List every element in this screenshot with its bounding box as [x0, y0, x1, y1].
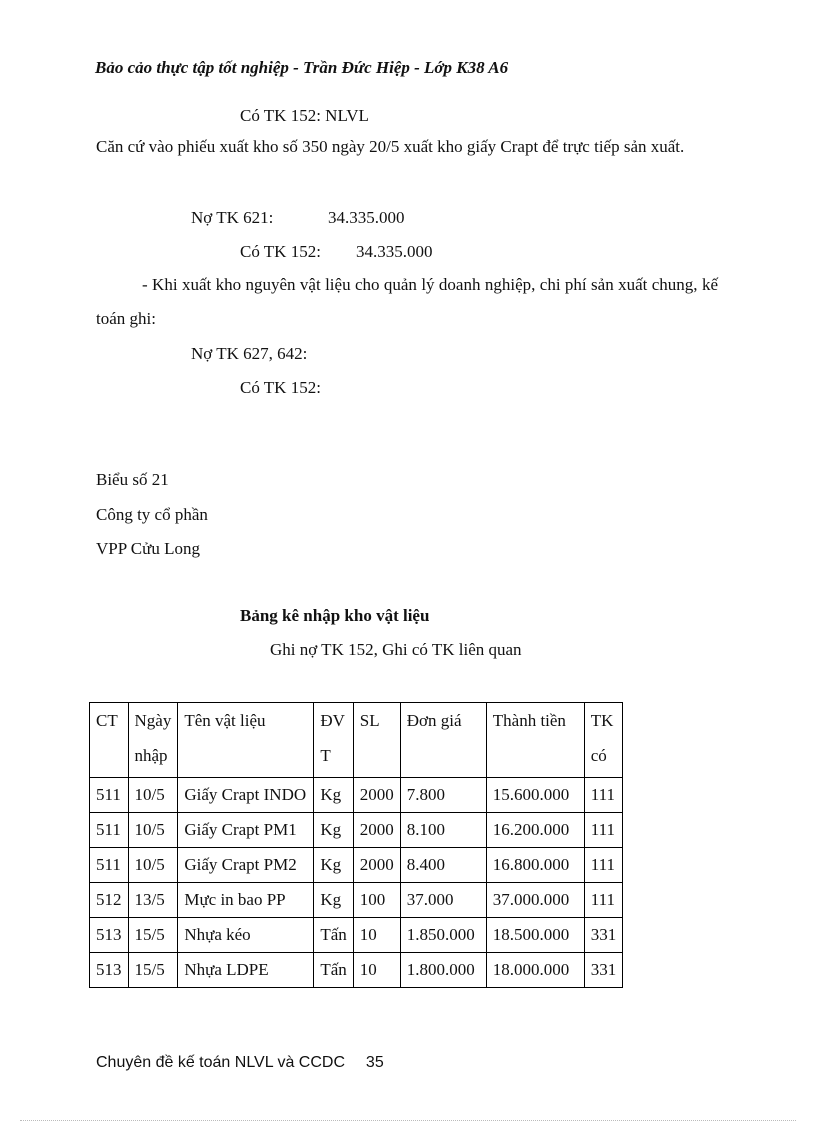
page-header: Bảo cảo thực tập tốt nghiệp - Trần Đức Hiệp - Lớp K38 A6: [95, 58, 509, 77]
form-number: Biểu số 21: [96, 470, 169, 489]
footer-text: Chuyên đề kế toán NLVL và CCDC: [96, 1054, 346, 1071]
company-line-2: VPP Cửu Long: [96, 539, 200, 558]
cell-date: 10/5: [128, 778, 178, 813]
paragraph-export-crapt: Căn cứ vào phiếu xuất kho số 350 ngày 20/5 xuất kho giấy Crapt để trực tiếp sản xuất.: [96, 137, 685, 156]
cell-amount: 16.200.000: [486, 813, 584, 848]
header-ct: CT: [90, 703, 129, 778]
page-bottom-divider: [20, 1120, 796, 1121]
cell-ct: 512: [90, 883, 129, 918]
cell-unit-price: 1.850.000: [400, 918, 486, 953]
table-header-row: [90, 703, 623, 778]
cell-account: 111: [584, 883, 623, 918]
header-dvt: ĐVT: [314, 703, 353, 778]
page-number: 35: [365, 1054, 384, 1071]
cell-account: 331: [584, 953, 623, 988]
cell-unit: Tấn: [314, 918, 353, 953]
cell-ct: 513: [90, 918, 129, 953]
cell-amount: 15.600.000: [486, 778, 584, 813]
table-row: [90, 778, 623, 813]
table-row: [90, 883, 623, 918]
credit-152-label: Có TK 152:: [240, 242, 321, 261]
cell-qty: 2000: [353, 848, 400, 883]
company-line-1: Công ty cổ phần: [96, 505, 208, 524]
cell-ct: 511: [90, 778, 129, 813]
cell-unit: Kg: [314, 778, 353, 813]
cell-ct: 511: [90, 848, 129, 883]
inventory-table: [89, 702, 623, 988]
cell-unit: Kg: [314, 883, 353, 918]
cell-account: 111: [584, 813, 623, 848]
cell-account: 331: [584, 918, 623, 953]
cell-material: Nhựa LDPE: [178, 953, 314, 988]
cell-date: 15/5: [128, 918, 178, 953]
table-subtitle: Ghi nợ TK 152, Ghi có TK liên quan: [270, 640, 522, 659]
cell-qty: 2000: [353, 813, 400, 848]
cell-material: Nhựa kéo: [178, 918, 314, 953]
cell-unit-price: 8.100: [400, 813, 486, 848]
credit-line-nlvl: Có TK 152: NLVL: [240, 106, 369, 125]
table-title: Bảng kê nhập kho vật liệu: [240, 606, 430, 625]
header-thanh-tien: Thành tiền: [486, 703, 584, 778]
cell-qty: 10: [353, 918, 400, 953]
cell-account: 111: [584, 848, 623, 883]
cell-unit: Kg: [314, 848, 353, 883]
cell-qty: 100: [353, 883, 400, 918]
header-don-gia: Đơn giá: [400, 703, 486, 778]
cell-material: Mực in bao PP: [178, 883, 314, 918]
cell-ct: 511: [90, 813, 129, 848]
debit-627-642-label: Nợ TK 627, 642:: [191, 344, 308, 363]
cell-date: 13/5: [128, 883, 178, 918]
cell-unit-price: 1.800.000: [400, 953, 486, 988]
header-tk-co: TK có: [584, 703, 623, 778]
cell-date: 10/5: [128, 813, 178, 848]
cell-material: Giấy Crapt PM1: [178, 813, 314, 848]
credit-152-label-2: Có TK 152:: [240, 378, 321, 397]
debit-621-label: Nợ TK 621:: [191, 208, 274, 227]
cell-account: 111: [584, 778, 623, 813]
credit-152-value: 34.335.000: [356, 242, 433, 261]
page-footer: [96, 1054, 384, 1072]
cell-qty: 2000: [353, 778, 400, 813]
table-row: [90, 848, 623, 883]
cell-amount: 18.500.000: [486, 918, 584, 953]
cell-unit: Tấn: [314, 953, 353, 988]
debit-621-value: 34.335.000: [328, 208, 405, 227]
paragraph-management-export: - Khi xuất kho nguyên vật liệu cho quản lý doanh nghiệp, chi phí sản xuất chung, kế toán ghi:: [96, 275, 718, 328]
cell-material: Giấy Crapt INDO: [178, 778, 314, 813]
cell-unit-price: 7.800: [400, 778, 486, 813]
cell-amount: 18.000.000: [486, 953, 584, 988]
header-sl: SL: [353, 703, 400, 778]
cell-unit-price: 37.000: [400, 883, 486, 918]
cell-amount: 37.000.000: [486, 883, 584, 918]
cell-unit-price: 8.400: [400, 848, 486, 883]
cell-amount: 16.800.000: [486, 848, 584, 883]
cell-date: 15/5: [128, 953, 178, 988]
header-ngay-nhap: Ngày nhập: [128, 703, 178, 778]
cell-qty: 10: [353, 953, 400, 988]
cell-date: 10/5: [128, 848, 178, 883]
table-row: [90, 953, 623, 988]
cell-unit: Kg: [314, 813, 353, 848]
cell-material: Giấy Crapt PM2: [178, 848, 314, 883]
header-ten-vat-lieu: Tên vật liệu: [178, 703, 314, 778]
table-row: [90, 918, 623, 953]
cell-ct: 513: [90, 953, 129, 988]
table-row: [90, 813, 623, 848]
